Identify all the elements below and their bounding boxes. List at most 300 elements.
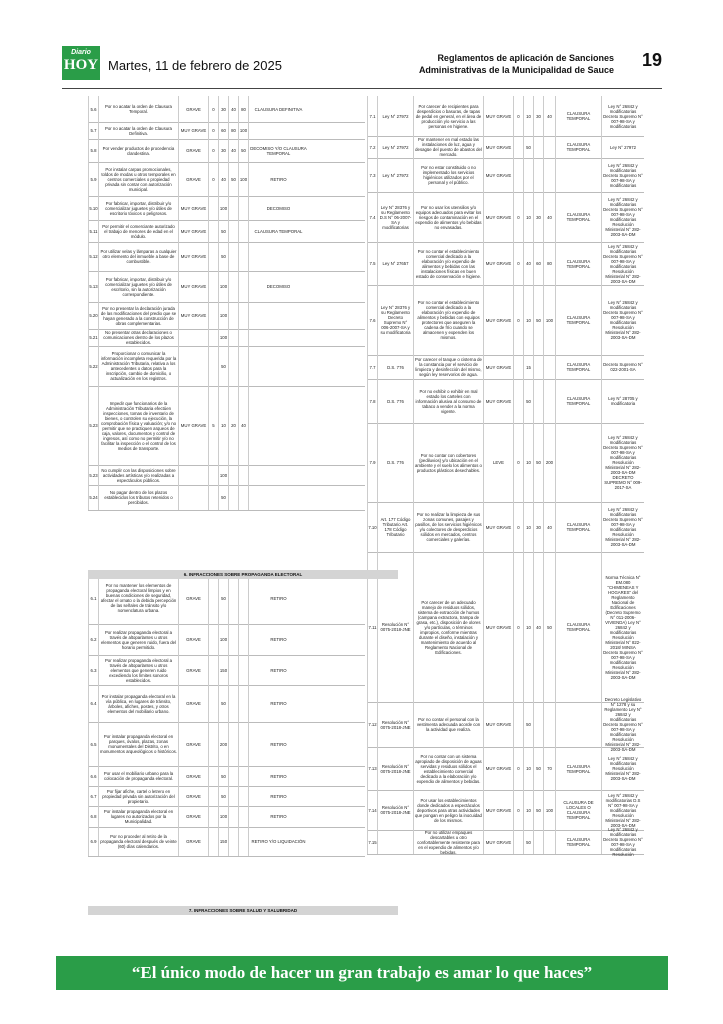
row-code: 7.9 xyxy=(367,423,377,502)
row-value xyxy=(208,624,218,655)
row-severity: MUY GRAVE xyxy=(483,285,513,355)
row-legal-basis: Ley N° 28376 y su Reglamento D.S N° 06-2007-SA y modificatorias xyxy=(377,192,413,242)
logo-main-text: HOY xyxy=(63,57,99,73)
row-value: 100 xyxy=(218,196,228,220)
row-value xyxy=(228,624,238,655)
row-value: 50 xyxy=(533,747,543,790)
row-sanction: RETIRO xyxy=(248,685,308,722)
row-value xyxy=(513,379,523,423)
table-row xyxy=(88,572,365,625)
row-value: 100 xyxy=(218,329,228,346)
row-value: 0 xyxy=(513,96,523,136)
row-code: 5.24 xyxy=(88,485,98,510)
row-sanction: DECOMISO Y/O CLAUSURA TEMPORAL xyxy=(248,139,308,162)
row-value: 100 xyxy=(238,162,248,196)
row-code: 5.20 xyxy=(88,302,98,329)
row-value xyxy=(513,830,523,854)
row-severity xyxy=(178,346,208,386)
row-code: 5.22 xyxy=(88,346,98,386)
row-value: 30 xyxy=(218,139,228,162)
row-value xyxy=(238,465,248,485)
table-row xyxy=(367,136,644,159)
row-value: 150 xyxy=(218,655,228,685)
row-reference: Decreto Supremo N° 022-2001-SA xyxy=(601,355,644,379)
row-sanction: CLAUSURA TEMPORAL xyxy=(555,192,601,242)
row-value: 10 xyxy=(523,502,533,552)
row-severity: GRAVE xyxy=(178,766,208,786)
row-severity: LEVE xyxy=(483,423,513,502)
row-sanction xyxy=(555,423,601,502)
row-sanction: RETIRO xyxy=(248,722,308,766)
row-description: Por realizar propaganda electoral a través de altoparlantes u otros elementos que generen ruido, fuera del horario permitido. xyxy=(98,624,178,655)
row-severity: GRAVE xyxy=(178,685,208,722)
row-severity: MUY GRAVE xyxy=(483,747,513,790)
row-code: 7.14 xyxy=(367,790,377,830)
row-value xyxy=(208,766,218,786)
row-description: Por fabricar, importar, distribuir y/o comercializar juguetes y/o útiles de escritorio, sin la autorización correspondiente. xyxy=(98,271,178,302)
row-code: 5.10 xyxy=(88,196,98,220)
row-severity: GRAVE xyxy=(178,139,208,162)
table-row xyxy=(367,96,644,137)
table-row xyxy=(88,766,365,787)
row-value xyxy=(238,572,248,624)
row-value xyxy=(208,196,218,220)
row-legal-basis xyxy=(377,830,413,854)
row-code: 5.6 xyxy=(88,96,98,122)
row-code: 7.3 xyxy=(367,158,377,192)
logo-top-text: Diario xyxy=(71,49,91,56)
row-value xyxy=(533,379,543,423)
row-value: 10 xyxy=(523,192,533,242)
table-row xyxy=(88,655,365,686)
row-sanction xyxy=(248,242,308,271)
row-value xyxy=(228,329,238,346)
row-code: 6.2 xyxy=(88,624,98,655)
row-severity: MUY GRAVE xyxy=(178,271,208,302)
row-value xyxy=(208,685,218,722)
row-severity: MUY GRAVE xyxy=(483,790,513,830)
row-legal-basis: Ley N° 27972 xyxy=(377,158,413,192)
row-value xyxy=(238,485,248,510)
row-value xyxy=(228,655,238,685)
row-description: Por carecer de un adecuado manejo de residuos sólidos, sistema de extracción de humos (campana extractora, trampa de grasa, etc.), disposición de olores y/o partículas, o términos impropios, conforme mientras durante el diseño, instalación y mantenimiento de acuerdo al Reglamento Nacional de Edificaciones. xyxy=(413,552,483,702)
page-header xyxy=(62,44,662,84)
row-value: 10 xyxy=(523,747,533,790)
row-description: Proporcionar o comunicar la información incompleta requerida por la Administración Tributaria, relativa a los antecedentes o datos para la inscripción, cambio de domicilio, o actualización en los registros. xyxy=(98,346,178,386)
row-value: 10 xyxy=(523,790,533,830)
footer-quote: “El único modo de hacer un gran trabajo es amar lo que haces” xyxy=(131,963,593,982)
row-value: 10 xyxy=(218,386,228,465)
row-value xyxy=(228,786,238,806)
row-value xyxy=(533,136,543,158)
row-value xyxy=(543,830,555,854)
row-value xyxy=(533,158,543,192)
row-value xyxy=(228,242,238,271)
row-code: 6.1 xyxy=(88,572,98,624)
row-description: Por no contar con un sistema apropiado de disposición de aguas servidas y residuos sólidos el establecimiento comercial dedicado a la elaboración y/o expendio de alimentos y bebidas. xyxy=(413,747,483,790)
row-description: Por usar el mobiliario urbano para la colocación de propaganda electoral. xyxy=(98,766,178,786)
newspaper-logo xyxy=(62,46,100,80)
row-legal-basis: D.S. 776 xyxy=(377,423,413,502)
row-description: No presentar otras declaraciones o comunicaciones dentro de los plazos establecidos. xyxy=(98,329,178,346)
table-row xyxy=(88,624,365,656)
row-description: Por no acatar la orden de Clausura Definitiva. xyxy=(98,122,178,139)
row-value: 100 xyxy=(218,806,228,827)
row-description: Por no proceder al retiro de la propaganda electoral después de veinte (60) días calendarios. xyxy=(98,827,178,856)
row-sanction: CLAUSURA TEMPORAL xyxy=(555,830,601,854)
row-value xyxy=(533,702,543,747)
row-severity: MUY GRAVE xyxy=(178,386,208,465)
table-row xyxy=(88,329,365,347)
row-reference: Decreto Legislativo N° 1278 y su Reglamento Ley N° 26842 y modificatorias Decreto Supremo N° 007-98-SA y modificatorias Resolución Ministerial N° 282-2003-SA-DM xyxy=(601,702,644,747)
row-reference: Ley N° 26842 y modificatorias Decreto Supremo N° 007-98-SA y modificatorias xyxy=(601,158,644,192)
regulation-table xyxy=(88,96,642,936)
row-sanction: RETIRO xyxy=(248,786,308,806)
row-sanction xyxy=(248,346,308,386)
table-row xyxy=(88,827,365,857)
row-value xyxy=(208,806,218,827)
row-value: 200 xyxy=(218,722,228,766)
row-value xyxy=(228,485,238,510)
row-description: Por instalar carpas promocionales, toldos de modas u otros temporales en centros comerciales o propiedad privada sin contar con autorización municipal. xyxy=(98,162,178,196)
row-value: 10 xyxy=(523,285,533,355)
row-sanction xyxy=(248,122,308,139)
table-row xyxy=(88,220,365,243)
row-code: 6.5 xyxy=(88,722,98,766)
row-value xyxy=(238,220,248,242)
row-value xyxy=(543,379,555,423)
table-row xyxy=(88,346,365,387)
row-sanction: RETIRO xyxy=(248,806,308,827)
row-value: 0 xyxy=(513,192,523,242)
row-value: 40 xyxy=(543,192,555,242)
row-value xyxy=(513,136,523,158)
row-reference: Ley N° 27972 xyxy=(601,136,644,158)
row-severity: MUY GRAVE xyxy=(178,196,208,220)
row-value xyxy=(208,242,218,271)
row-value: 0 xyxy=(513,552,523,702)
row-code: 5.13 xyxy=(88,271,98,302)
row-description: Por no estar constituido o no implementado los servicios higiénicos utilizados por el personal y el público. xyxy=(413,158,483,192)
table-row xyxy=(88,139,365,163)
row-value xyxy=(228,722,238,766)
row-severity xyxy=(178,465,208,485)
table-row xyxy=(367,192,644,243)
row-code: 7.5 xyxy=(367,242,377,285)
table-row xyxy=(367,747,644,791)
row-value: 0 xyxy=(513,285,523,355)
row-sanction: RETIRO xyxy=(248,655,308,685)
row-value: 40 xyxy=(228,96,238,122)
row-value: 100 xyxy=(218,302,228,329)
row-value: 5 xyxy=(208,386,218,465)
row-value: 60 xyxy=(533,242,543,285)
row-value: 70 xyxy=(543,747,555,790)
row-code: 7.8 xyxy=(367,379,377,423)
row-value xyxy=(238,242,248,271)
row-description: No cumplir con las disposiciones sobre actividades artísticas y/o realizadas a espectáculos públicos. xyxy=(98,465,178,485)
row-sanction xyxy=(555,158,601,192)
row-value xyxy=(228,685,238,722)
row-reference: Ley N° 26842 y modificatorias Decreto Supremo N° 007-98-SA y modificatorias Resolución Ministerial N° 282-2003-SA-DM xyxy=(601,242,644,285)
row-value: 50 xyxy=(523,136,533,158)
row-severity: MUY GRAVE xyxy=(178,122,208,139)
row-description: Por instalar propaganda electoral en la vía pública, en lugares de tránsito, árboles, afiches, postes, y otros elementos del mobiliario urbano. xyxy=(98,685,178,722)
row-sanction xyxy=(248,302,308,329)
table-row xyxy=(367,355,644,380)
row-code: 7.7 xyxy=(367,355,377,379)
row-sanction: CLAUSURA TEMPORAL xyxy=(248,220,308,242)
row-severity: MUY GRAVE xyxy=(483,158,513,192)
row-value: 50 xyxy=(533,285,543,355)
row-value xyxy=(238,806,248,827)
row-description: Por utilizar velas y lámparas a cualquier otro elemento del inmueble a base de combustible. xyxy=(98,242,178,271)
row-code: 7.12 xyxy=(367,702,377,747)
section-title-line2: Administrativas de la Municipalidad de Sauce xyxy=(418,65,614,75)
table-row xyxy=(88,722,365,767)
row-value: 20 xyxy=(228,386,238,465)
row-code: 6.8 xyxy=(88,806,98,827)
row-description: No pagar dentro de los plazos establecidos los tributos retenidos o percibidos. xyxy=(98,485,178,510)
row-value: 40 xyxy=(218,162,228,196)
row-description: Por realizar propaganda electoral a través de altoparlantes u otros elementos que generen ruido excediendo los límites sonoros establecidos. xyxy=(98,655,178,685)
row-sanction: CLAUSURA TEMPORAL xyxy=(555,379,601,423)
table-row xyxy=(88,196,365,221)
row-severity: GRAVE xyxy=(178,96,208,122)
row-value: 50 xyxy=(238,139,248,162)
row-value xyxy=(228,827,238,856)
row-description: Por no acatar la orden de Clausura Temporal. xyxy=(98,96,178,122)
row-description: Por permitir el comerciante autorizado el trabajo de menores de edad en el módulo. xyxy=(98,220,178,242)
row-severity: MUY GRAVE xyxy=(483,96,513,136)
row-value xyxy=(238,346,248,386)
row-code: 5.21 xyxy=(88,329,98,346)
row-value: 0 xyxy=(513,423,523,502)
row-reference: Ley N° 26842 y modificatorias Decreto Supremo N° 007-98-SA y modificatorias xyxy=(601,96,644,136)
row-value: 50 xyxy=(218,786,228,806)
row-value xyxy=(238,827,248,856)
row-sanction: DECOMISO xyxy=(248,271,308,302)
row-sanction: CLAUSURA DE LOCALES O CLAUSURA TEMPORAL xyxy=(555,790,601,830)
row-value: 100 xyxy=(543,790,555,830)
row-reference: Ley N° 26842 y modificatorias Resolución Ministerial N° 282-2003-SA-DM xyxy=(601,747,644,790)
table-row xyxy=(88,485,365,511)
row-severity: MUY GRAVE xyxy=(178,220,208,242)
row-severity xyxy=(178,485,208,510)
row-sanction: RETIRO xyxy=(248,572,308,624)
row-value: 40 xyxy=(523,242,533,285)
row-code: 6.9 xyxy=(88,827,98,856)
row-code: 7.11 xyxy=(367,552,377,702)
row-sanction: RETIRO xyxy=(248,624,308,655)
table-row xyxy=(88,96,365,123)
row-value: 50 xyxy=(533,790,543,830)
row-reference: Ley N° 26842 y modificatorias Decreto Supremo N° 007-98-SA y modificatorias Resolución Ministerial N° 282-2003-SA-DM DECRETO SUPREMO N° 009-2017-SA xyxy=(601,423,644,502)
row-value: 50 xyxy=(218,685,228,722)
table-row xyxy=(367,827,644,857)
row-sanction: RETIRO xyxy=(248,766,308,786)
row-sanction: CLAUSURA TEMPORAL xyxy=(555,242,601,285)
row-sanction xyxy=(248,465,308,485)
row-severity xyxy=(178,329,208,346)
row-value xyxy=(543,158,555,192)
row-sanction xyxy=(248,386,308,465)
row-sanction xyxy=(248,485,308,510)
row-severity: GRAVE xyxy=(178,624,208,655)
row-severity: MUY GRAVE xyxy=(483,355,513,379)
row-value xyxy=(238,329,248,346)
issue-date: Martes, 11 de febrero de 2025 xyxy=(108,58,282,73)
row-code: 5.23 xyxy=(88,386,98,465)
table-row xyxy=(88,465,365,486)
row-value xyxy=(208,655,218,685)
row-value: 50 xyxy=(218,485,228,510)
row-description: Por no presentar la declaración jurada de las modificaciones del predio que se hayan generado a la construcción de obras complementarias. xyxy=(98,302,178,329)
row-value xyxy=(228,766,238,786)
row-value xyxy=(238,624,248,655)
row-code: 7.13 xyxy=(367,747,377,790)
row-severity: GRAVE xyxy=(178,655,208,685)
row-value xyxy=(543,702,555,747)
row-legal-basis: Ley N° 27657 xyxy=(377,242,413,285)
row-value xyxy=(228,220,238,242)
row-description: Por vender productos de procedencia clandestina. xyxy=(98,139,178,162)
row-value xyxy=(238,271,248,302)
row-value: 60 xyxy=(218,122,228,139)
table-row xyxy=(367,697,644,752)
row-code: 7.4 xyxy=(367,192,377,242)
row-severity: MUY GRAVE xyxy=(483,242,513,285)
row-value: 50 xyxy=(218,572,228,624)
row-value xyxy=(228,465,238,485)
page-number: 19 xyxy=(641,50,662,70)
row-legal-basis: Art. 177 Código Tributario Art. 178 Código Tributario xyxy=(377,502,413,552)
row-code: 5.11 xyxy=(88,220,98,242)
row-description: Por carecer de recipientes para desperdicios o basuras, de tapas de pedal en general, en el área de producción y/o servicio a las personas en higiene. xyxy=(413,96,483,136)
row-value: 30 xyxy=(533,96,543,136)
row-value xyxy=(228,346,238,386)
row-value xyxy=(543,355,555,379)
row-value: 10 xyxy=(523,96,533,136)
row-value: 100 xyxy=(218,465,228,485)
row-severity: GRAVE xyxy=(178,572,208,624)
row-value xyxy=(208,302,218,329)
row-code: 6.6 xyxy=(88,766,98,786)
table-row xyxy=(367,379,644,424)
row-reference: Ley N° 26842 y modificatorias Decreto Supremo N° 007-98-SA y modificatorias Resolución xyxy=(601,830,644,854)
row-value: 80 xyxy=(238,96,248,122)
row-description: Por fabricar, importar, distribuir y/o comercializar juguetes y/o útiles de escritorio tóxicos o peligrosos. xyxy=(98,196,178,220)
row-code: 5.23 xyxy=(88,465,98,485)
row-value: 30 xyxy=(533,502,543,552)
row-legal-basis: Ley N° 27972 xyxy=(377,136,413,158)
row-description: Por mantener en mal estado las instalaciones de luz, agua y desagüe del puesto de abastos del mercado. xyxy=(413,136,483,158)
row-sanction: CLAUSURA TEMPORAL xyxy=(555,136,601,158)
row-legal-basis: D.S. 776 xyxy=(377,379,413,423)
row-value xyxy=(228,806,238,827)
row-code: 7.10 xyxy=(367,502,377,552)
row-value: 0 xyxy=(513,502,523,552)
row-severity: GRAVE xyxy=(178,162,208,196)
row-code: 7.1 xyxy=(367,96,377,136)
row-description: Por carecer el tanque o cisterna de la constancia por el servicio de limpieza y desinfección del mismo, según ley reservorios de agua. xyxy=(413,355,483,379)
row-value xyxy=(238,685,248,722)
row-description: Impedir que funcionarios de la Administración Tributaria efectúen inspecciones, tomas de inventario de bienes, o controlen su ejecución, la comprobación física y valuación; y/o no permitir que se practiquen arqueos de caja, valores, documentos y control de ingresos, así como no permitir y/o no facilitar la inspección o el control de los medios de transporte. xyxy=(98,386,178,465)
row-code: 7.2 xyxy=(367,136,377,158)
row-value: 50 xyxy=(218,346,228,386)
row-description: Por no contar el personal con la vestimenta adecuada acorde con la actividad que realiza. xyxy=(413,702,483,747)
row-description: Por instalar propaganda electoral en lugares no autorizados por la Municipalidad. xyxy=(98,806,178,827)
row-code: 6.7 xyxy=(88,786,98,806)
table-row xyxy=(88,162,365,197)
table-row xyxy=(88,806,365,828)
row-severity: GRAVE xyxy=(178,786,208,806)
section-header: 6. INFRACCIONES SOBRE PROPAGANDA ELECTORAL xyxy=(88,570,398,579)
row-sanction: RETIRO Y/O LIQUIDACIÓN xyxy=(248,827,308,856)
row-value: 40 xyxy=(543,502,555,552)
row-value xyxy=(238,302,248,329)
row-sanction xyxy=(555,702,601,747)
row-value: 50 xyxy=(218,242,228,271)
table-row xyxy=(367,285,644,356)
row-value: 50 xyxy=(523,379,533,423)
row-description: Por no contar con cobertores (pediluvios) y/o ubicación en el ambiente y el suelo los alimentos o productos plásticos desechables. xyxy=(413,423,483,502)
row-value: 50 xyxy=(218,766,228,786)
row-value: 0 xyxy=(208,162,218,196)
row-description: Por usar los establecimientos donde dedicados a espectáculos deportivos para otras actividades que pongan en peligro la inocuidad de los mismos. xyxy=(413,790,483,830)
row-sanction: CLAUSURA TEMPORAL xyxy=(555,285,601,355)
table-row xyxy=(88,242,365,272)
row-code: 7.15 xyxy=(367,830,377,854)
row-legal-basis: Resolución N° 0075-2018-JNE xyxy=(377,747,413,790)
row-description: Por no contar el establecimiento comercial dedicado a la elaboración y/o expendio de alimentos y bebidas con equipos protectores que aseguren la cadena de frío cuando se almacenen y expenden los mismos. xyxy=(413,285,483,355)
row-description: Por no usar los utensilios y/o equipos adecuados para evitar los riesgos de contaminación en el expendio de alimentos y/o bebidas no envasadas. xyxy=(413,192,483,242)
row-value xyxy=(513,355,523,379)
row-sanction: CLAUSURA TEMPORAL xyxy=(555,502,601,552)
row-value: 0 xyxy=(208,122,218,139)
row-value: 50 xyxy=(523,830,533,854)
row-severity: GRAVE xyxy=(178,722,208,766)
row-value: 40 xyxy=(228,139,238,162)
row-reference: Ley N° 26842 y modificatorias Decreto Supremo N° 007-98-SA y modificatorias Resolución Ministerial N° 282-2003-SA-DM xyxy=(601,502,644,552)
section-header: 7. INFRACCIONES SOBRE SALUD Y SALUBRIDAD xyxy=(88,906,398,915)
row-value xyxy=(208,465,218,485)
row-value: 150 xyxy=(218,827,228,856)
row-value xyxy=(208,346,218,386)
row-value: 0 xyxy=(513,242,523,285)
row-value xyxy=(238,196,248,220)
table-row xyxy=(367,790,644,831)
row-value: 30 xyxy=(218,96,228,122)
row-value xyxy=(208,220,218,242)
section-title-line1: Reglamentos de aplicación de Sanciones xyxy=(437,53,614,63)
row-code: 7.6 xyxy=(367,285,377,355)
row-code: 5.12 xyxy=(88,242,98,271)
row-value xyxy=(238,722,248,766)
row-sanction: CLAUSURA TEMPORAL xyxy=(555,552,601,702)
footer-band xyxy=(56,956,668,990)
row-value xyxy=(238,786,248,806)
row-value xyxy=(228,271,238,302)
row-value xyxy=(228,572,238,624)
row-legal-basis: Ley N° 28376 y su Reglamento Decreto Supremo N° 006-2007-SA y su modificatoria xyxy=(377,285,413,355)
row-value: 100 xyxy=(218,624,228,655)
row-value: 0 xyxy=(208,96,218,122)
row-legal-basis: D.S. 776 xyxy=(377,355,413,379)
row-code: 5.8 xyxy=(88,139,98,162)
row-value: 200 xyxy=(543,423,555,502)
row-description: Por fijar afiche, cartel o letrero en propiedad privada sin autorización del propietario. xyxy=(98,786,178,806)
